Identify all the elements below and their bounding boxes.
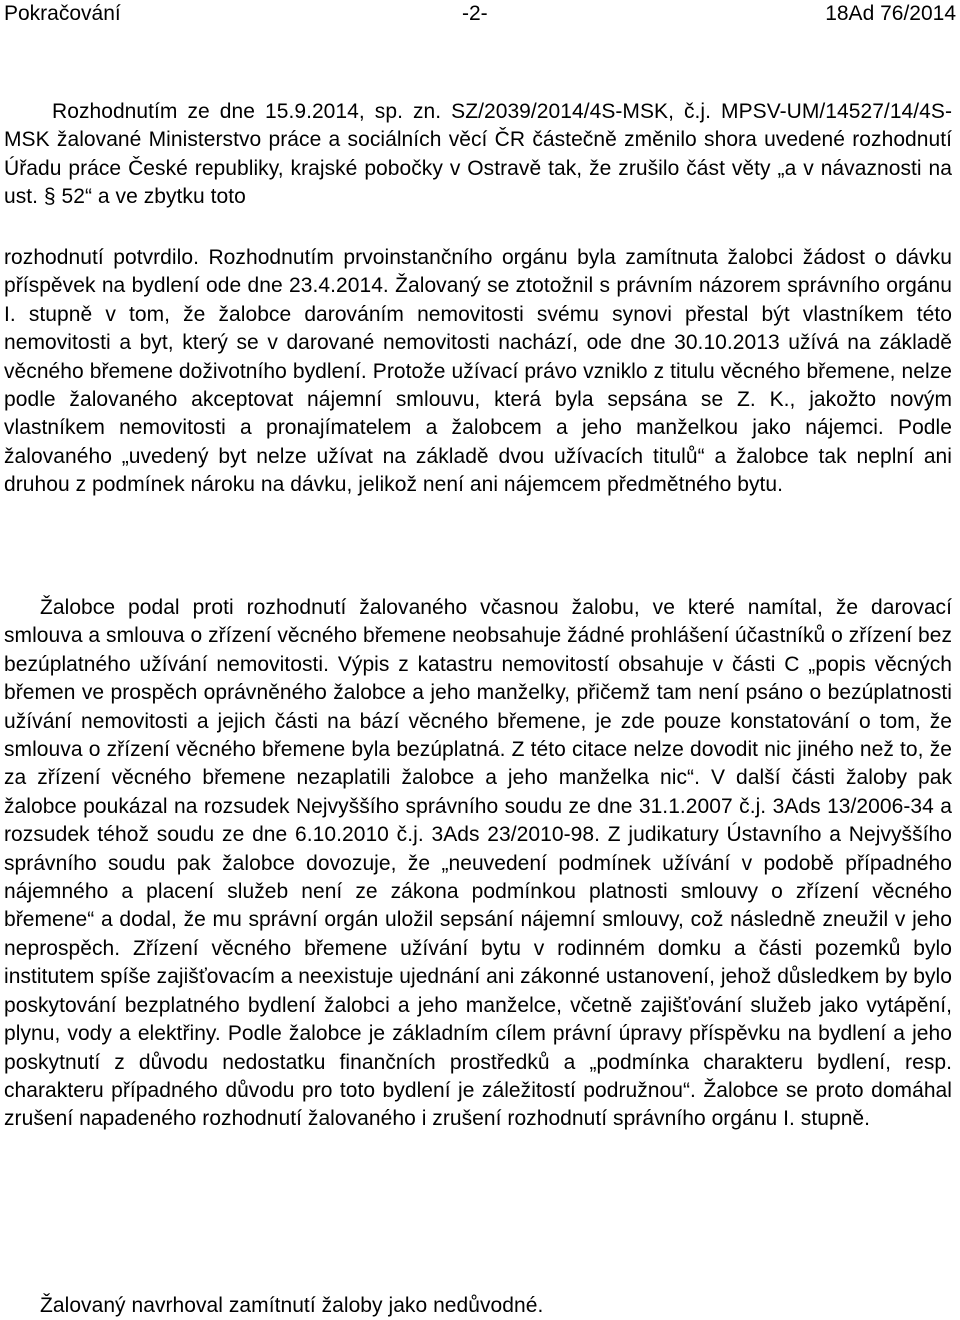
paragraph-decision-confirmed: rozhodnutí potvrdilo. Rozhodnutím prvoinstančního orgánu byla zamítnuta žalobci žádost o dávku příspěvek na bydlení ode dne 23.4.2014. Žalovaný se ztotožnil s právním názorem správního orgánu I. stupně v tom, že žalobce darováním nemovitosti svému synovi přestal být vlastníkem této nemovitosti a byt, který se v darované nemovitosti nachází, ode dne 30.10.2013 užívá na základě věcného břemene doživotního bydlení. Protože užívací právo vzniklo z titulu věcného břemene, nelze podle žalovaného akceptovat nájemní smlouvu, která byla sepsána se Z. K., jakožto novým vlastníkem nemovitosti a pronajímatelem a žalobcem a jeho manželkou jako nájemci. Podle žalovaného „uvedený byt nelze užívat na základě dvou užívacích titulů“ a žalobce tak neplní ani druhou z podmínek nároku na dávku, jelikož není ani nájemcem předmětného bytu. bbox=[4, 246, 952, 497]
page-header bbox=[0, 0, 960, 28]
paragraph-lawsuit-arguments: Žalobce podal proti rozhodnutí žalovaného včasnou žalobu, ve které namítal, že darovací smlouva a smlouva o zřízení věcného břemene neobsahuje žádné prohlášení účastníků o zřízení bez bezúplatného užívání nemovitosti. Výpis z katastru nemovitostí obsahuje v části C „popis věcných břemen ve prospěch oprávněného žalobce a jeho manželky, přičemž tam není psáno o bezúplatnosti užívání nemovitosti a jejich části na bází věcného břemene, je zde pouze konstatování o tom, že smlouva o zřízení věcného břemene byla bezúplatná. Z této citace nelze dovodit nic jiného než to, že za zřízení věcného břemene nezaplatili žalobce a jeho manželka nic“. V další části žaloby pak žalobce poukázal na rozsudek Nejvyššího správního soudu ze dne 31.1.2007 č.j. 3Ads 13/2006-34 a rozsudek téhož soudu ze dne 6.10.2010 č.j. 3Ads 23/2010-98. Z judikatury Ústavního a Nejvyššího správního soudu pak žalobce dovozuje, že „neuvedení podmínek užívání v podobě případného nájemného a placení služeb není ze zákona podmínkou platnosti smlouvy o zřízení věcného břemene“ a dodal, že mu správní orgán uložil sepsání nájemní smlouvy, což následně zneužil v jeho neprospěch. Zřízení věcného břemene užívání bytu v rodinném domku a části pozemků bylo institutem spíše zajišťovacím a neexistuje ujednání ani zákonné ustanovení, jehož důsledkem by bylo poskytování bezplatného bydlení žalobci a jeho manželce, včetně zajišťování služeb jako vytápění, plynu, vody a elektřiny. Podle žalobce je základním cílem právní úpravy příspěvku na bydlení a jeho poskytnutí z důvodu nedostatku finančních prostředků a „podmínka charakteru bydlení, resp. charakteru případného důvodu pro toto bydlení je záležitostí podružnou“. Žalobce se proto domáhal zrušení napadeného rozhodnutí žalovaného i zrušení rozhodnutí správního orgánu I. stupně. bbox=[4, 596, 952, 1131]
header-page-number: -2- bbox=[462, 2, 488, 25]
paragraph-decision-summary: Rozhodnutím ze dne 15.9.2014, sp. zn. SZ/2039/2014/4S-MSK, č.j. MPSV-UM/14527/14/4S-MSK žalované Ministerstvo práce a sociálních věcí ČR částečně změnilo shora uvedené rozhodnutí Úřadu práce České republiky, krajské pobočky v Ostravě tak, že zrušilo část věty „a v návaznosti na ust. § 52“ a ve zbytku toto bbox=[4, 100, 952, 209]
paragraph-defendant-proposal: Žalovaný navrhoval zamítnutí žaloby jako nedůvodné. bbox=[40, 1294, 544, 1317]
header-continuation-label: Pokračování bbox=[4, 2, 121, 25]
header-case-number: 18Ad 76/2014 bbox=[825, 2, 956, 25]
